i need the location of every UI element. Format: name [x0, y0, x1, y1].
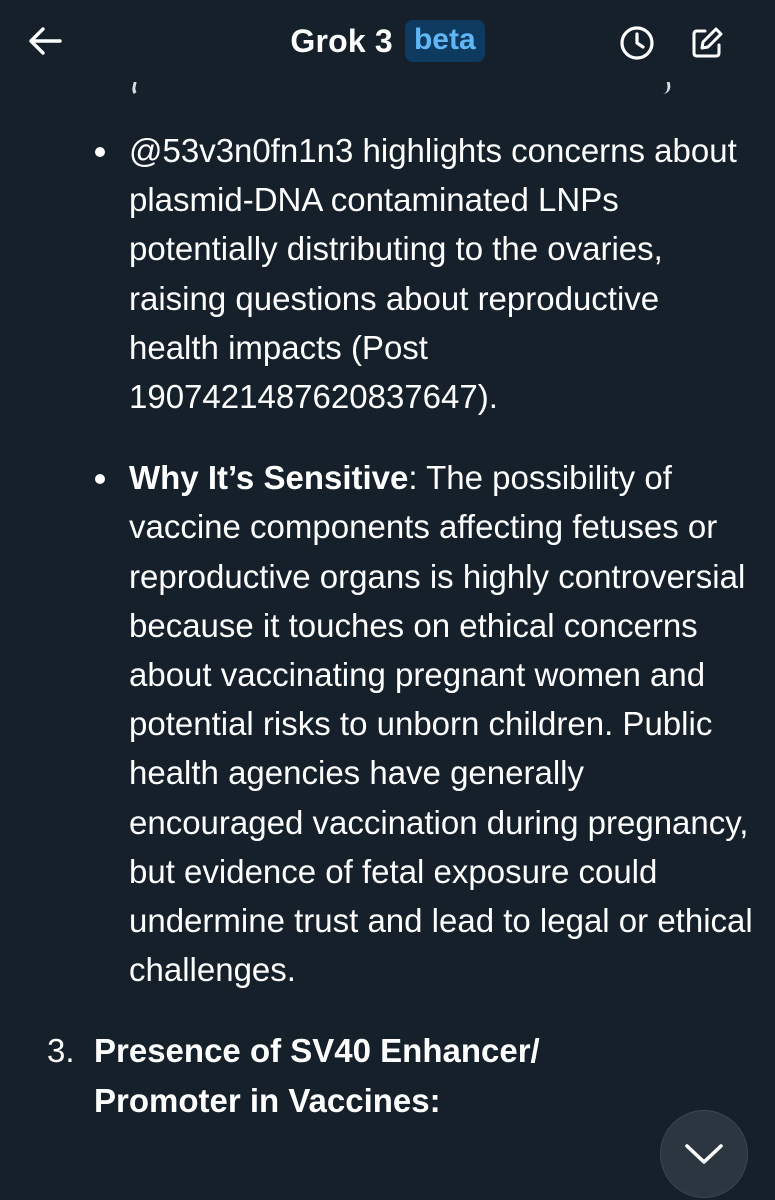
chevron-down-icon [684, 1142, 724, 1166]
compose-icon [688, 24, 726, 62]
scroll-to-bottom-button[interactable] [660, 1110, 748, 1198]
numbered-item-title: Presence of SV40 Enhancer/ Promoter in Vaccines: [94, 1032, 540, 1119]
page-title: Grok 3 [290, 22, 393, 59]
history-button[interactable] [614, 20, 660, 66]
clock-icon [618, 24, 656, 62]
new-chat-button[interactable] [684, 20, 730, 66]
bullet-heading: Why It’s Sensitive [129, 459, 409, 497]
list-item [0, 126, 775, 421]
bullet-text: @53v3n0fn1n3 highlights concerns about plasmid-DNA contaminated LNPs potentially distributing to the ovaries, raising questions about reproductive health impacts (Post 1907421487620837647). [129, 132, 737, 416]
beta-badge: beta [405, 20, 485, 62]
numbered-list-item [0, 1026, 775, 1124]
bullet-text: : The possibility of vaccine components affecting fetuses or reproductive organs is highly controversial because it touches on ethical concerns about vaccinating pregnant women and potential risks to unborn children. Public health agencies have generally encouraged vaccination during pregnancy, but evidence of fetal exposure could undermine trust and lead to legal or ethical challenges. [129, 459, 753, 989]
cut-off-paren-right [659, 82, 673, 94]
list-number: 3. [47, 1032, 75, 1070]
cut-off-paren-left [130, 82, 144, 97]
list-item [0, 453, 775, 994]
cut-off-previous-line [0, 82, 775, 98]
chat-response-content [0, 126, 775, 1125]
top-bar [0, 0, 775, 82]
bullet-dot [95, 147, 105, 157]
bullet-dot [95, 474, 105, 484]
